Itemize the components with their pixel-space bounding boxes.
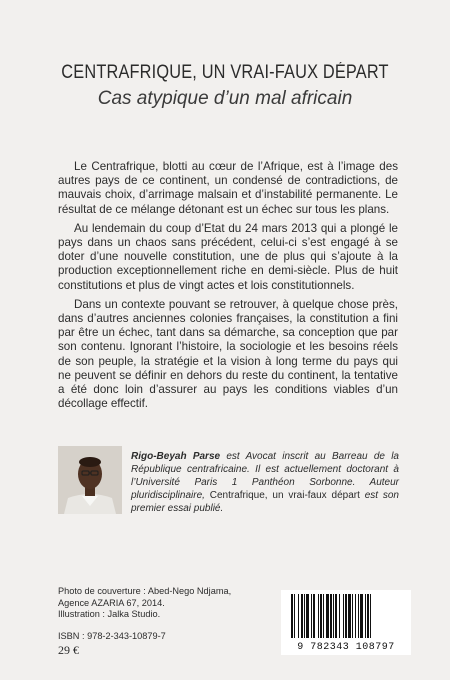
barcode-bars [281, 590, 411, 642]
barcode-bar [313, 594, 315, 638]
barcode-bar [343, 594, 344, 638]
author-bio-text: est son premier essai publié. [131, 490, 399, 514]
isbn: ISBN : 978-2-343-10879-7 [58, 631, 166, 641]
barcode-bar [318, 594, 319, 638]
author-name: Rigo-Beyah Parse [131, 451, 221, 462]
price: 29 € [58, 643, 79, 657]
author-book-reference: Centrafrique, un vrai-faux départ [209, 490, 360, 501]
barcode-bar [311, 594, 312, 638]
barcode-bar [335, 594, 337, 638]
barcode-bar [333, 594, 334, 638]
cover-credits [58, 586, 258, 621]
barcode-bar [345, 594, 347, 638]
barcode-bar [294, 594, 295, 638]
barcode-bar [358, 594, 359, 638]
barcode-bar [339, 594, 340, 638]
author-portrait-icon [58, 446, 122, 514]
barcode-bar [348, 594, 351, 638]
barcode-bar [323, 594, 324, 638]
summary-paragraph: Dans un contexte pouvant se retrouver, à quelque chose près, dans d’autres anciennes colonies françaises, la constitution a fini par être un échec, tant dans sa démarche, sa conception que par son contenu. Ignorant l’histoire, la sociologie et les besoins réels de son peuple, la stratégie et la vision à long terme du pays qui ne peuvent se définir en dehors du reste du continent, la tentative a été donc loin d’assurer au pays les conditions viables d’un décollage effectif. [58, 297, 398, 411]
summary-paragraph: Le Centrafrique, blotti au cœur de l’Afrique, est à l’image des autres pays de ce continent, un condensé de contradictions, de mauvais choix, d’arrimage malsain et d’instabilité permanente. Le résultat de ce mélange détonant est un échec sur tous les plans. [58, 160, 398, 216]
barcode-bar [352, 594, 353, 638]
barcode [281, 590, 411, 655]
book-title: CENTRAFRIQUE, UN VRAI-FAUX DÉPART [61, 62, 389, 83]
book-subtitle: Cas atypique d’un mal africain [97, 88, 353, 109]
barcode-bar [360, 594, 363, 638]
author-photo [58, 446, 122, 514]
barcode-bar [304, 594, 305, 638]
summary-paragraph: Au lendemain du coup d’Etat du 24 mars 2013 qui a plongé le pays dans un chaos sans précédent, celui-ci s’est engagé à se doter d’une nouvelle constitution, une de plus qui s’ajoute à la production exceptionnellement riche en demi-siècle. Plus de huit constitutions et plus de vingt actes et lois constitutionnels. [58, 221, 398, 292]
barcode-bar [370, 594, 371, 638]
author-bio-text: est Avocat inscrit au Barreau de la République centrafricaine. Il est actuellement doctorant à l’Université Paris 1 Panthéon Sorbonne. Auteur pluridisciplinaire, [131, 451, 399, 501]
barcode-bar [326, 594, 329, 638]
author-bio [131, 450, 399, 515]
barcode-bar [298, 594, 299, 638]
barcode-bar [301, 594, 303, 638]
barcode-bar [291, 594, 293, 638]
barcode-bar [365, 594, 366, 638]
illustration-credit: Illustration : Jalka Studio. [58, 609, 161, 619]
barcode-bar [355, 594, 356, 638]
barcode-bar [330, 594, 332, 638]
back-cover-summary [58, 160, 398, 416]
barcode-bar [306, 594, 309, 638]
barcode-bar [367, 594, 369, 638]
barcode-bar [320, 594, 322, 638]
barcode-digits: 9 782343 108797 [297, 642, 395, 653]
cover-photo-credit: Photo de couverture : Abed-Nego Ndjama, Agence AZARIA 67, 2014. [58, 586, 232, 608]
